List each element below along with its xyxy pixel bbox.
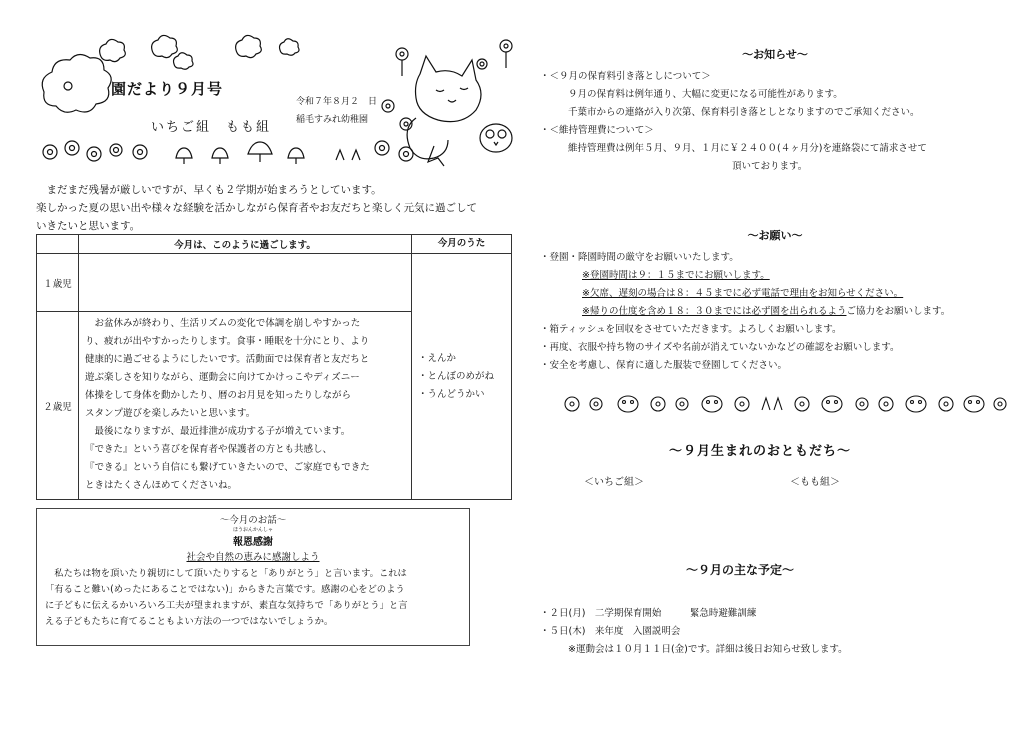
intro-text <box>36 181 514 235</box>
plan-line: 遊ぶ楽しさを知りながら、運動会に向けてかけっこやディズニー <box>85 372 360 383</box>
birthday-class-ichigo: ＜いちご組＞ <box>584 477 644 488</box>
header-song: 今月のうた <box>412 235 512 254</box>
age-label-1: １歳児 <box>37 254 79 312</box>
story-body <box>45 566 461 630</box>
story-word: 報恩感謝 <box>233 537 273 548</box>
request-section <box>540 227 1010 375</box>
monthly-plan-table <box>36 234 512 500</box>
plan-line: ときはたくさんほめてくださいね。 <box>85 480 238 491</box>
page-title: 園だより９月号 <box>111 80 224 98</box>
intro-line: いきたいと思います。 <box>36 220 141 232</box>
notice-line: 千葉市からの連絡が入り次第、保育料引き落としとなりますのでご承知ください。 <box>568 107 920 118</box>
plan-line: 『できた』という喜びを保育者や保護者の方とも共感し、 <box>85 444 333 455</box>
notice-line: ９月の保育料は例年通り、大幅に変更になる可能性があります。 <box>568 89 843 100</box>
story-ruby: ほうおんかんしゃ <box>232 527 273 533</box>
plan-line: 健康的に過ごせるようにしたいです。活動面では保育者と友だちと <box>85 354 370 365</box>
plan-line: り、疲れが出やすかったりします。食事・睡眠を十分にとり、より <box>85 336 370 347</box>
monthly-story-box <box>36 508 470 646</box>
notice-line: 頂いております。 <box>732 161 808 172</box>
song-list <box>412 254 512 500</box>
notice-line: 維持管理費は例年５月、９月、１月に￥２４００(４ヶ月分)を連絡袋にて請求させて <box>568 143 927 154</box>
request-line-tail: ご協力をお願いします。 <box>846 306 951 317</box>
schedule-heading: ～９月の主な予定～ <box>685 563 794 577</box>
story-line: 私たちは物を頂いたり親切にして頂いたりすると「ありがとう」と言います。これは <box>45 568 407 579</box>
plan-line: 最後になりますが、最近排泄が成功する子が増えています。 <box>85 426 351 437</box>
class-names: いちご組 もも組 <box>151 120 272 135</box>
table-row <box>37 254 512 312</box>
story-line: える子どもたちに育てることもよい方法の一つではないでしょうか。 <box>45 616 334 627</box>
header <box>36 34 516 174</box>
request-heading: ～お願い～ <box>747 229 803 242</box>
intro-line: 楽しかった夏の思い出や様々な経験を活かしながら保育者やお友だちと楽しく元気に過ごして <box>36 202 477 214</box>
plan-line: スタンプ遊びを楽しみたいと思います。 <box>85 408 256 419</box>
header-age-cell <box>37 235 79 254</box>
schedule-line: ・５日(木) 来年度 入園説明会 <box>540 626 681 637</box>
birthday-heading: ～９月生まれのおともだち～ <box>668 444 851 459</box>
story-line: 「有ること難い(めったにあることではない)」からきた言葉です。感謝の心をどのよう <box>45 584 405 595</box>
plan-line: 『できる』という自信にも繋げていきたいので、ご家庭でもできた <box>85 462 370 473</box>
cloud-illustration <box>36 34 516 174</box>
issue-date: 令和７年８月２ 日 <box>296 97 378 107</box>
plan-2sai <box>79 312 412 500</box>
header-plan: 今月は、このように過ごします。 <box>79 235 412 254</box>
intro-line: まだまだ残暑が厳しいですが、早くも２学期が始まろうとしています。 <box>36 184 382 196</box>
age-label-2: ２歳児 <box>37 312 79 500</box>
request-line-underlined: ※帰りの仕度を含め１８：３０までには必ず園を出られるよう <box>582 306 847 317</box>
song-item: ・とんぼのめがね <box>418 370 495 382</box>
flower-border-illustration <box>562 392 1010 416</box>
notice-heading: ～お知らせ～ <box>742 48 808 61</box>
notice-line: ・＜９月の保育料引き落としについて＞ <box>540 71 711 82</box>
birthday-class-momo: ＜もも組＞ <box>790 477 840 488</box>
plan-line: お盆休みが終わり、生活リズムの変化で体調を崩しやすかった <box>85 318 361 329</box>
song-item: ・えんか <box>418 352 457 364</box>
table-header-row <box>37 235 512 254</box>
story-subtitle: 社会や自然の恵みに感謝しよう <box>186 552 320 563</box>
schedule-line: ※運動会は１０月１１日(金)です。詳細は後日お知らせ致します。 <box>568 644 848 655</box>
story-line: に子どもに伝えるかいろいろ工夫が望まれますが、素直な気持ちで「ありがとう」と言 <box>45 600 408 611</box>
request-line: ・再度、衣服や持ち物のサイズや名前が消えていないかなどの確認をお願いします。 <box>540 342 900 353</box>
plan-line: 体操をして身体を動かしたり、暦のお月見を知ったりしながら <box>85 390 352 401</box>
request-line <box>540 303 1010 321</box>
request-line: ・安全を考慮し、保育に適した服装で登園してください。 <box>540 360 788 371</box>
schedule-line: ・２日(月) 二学期保育開始 緊急時避難訓練 <box>540 608 757 619</box>
notice-section <box>540 46 1010 176</box>
plan-1sai <box>79 254 412 312</box>
request-line: ※欠席、遅刻の場合は８：４５までに必ず電話で理由をお知らせください。 <box>582 288 904 299</box>
story-heading: ～今月のお話～ <box>219 515 287 526</box>
notice-line: ・＜維持管理費について＞ <box>540 125 654 136</box>
school-name: 稲毛すみれ幼稚園 <box>296 115 369 125</box>
request-line: ・箱ティッシュを回収をさせていただきます。よろしくお願いします。 <box>540 324 842 335</box>
request-line: ・登園・降園時間の厳守をお願いいたします。 <box>540 252 739 263</box>
schedule-section <box>540 605 1010 659</box>
song-item: ・うんどうかい <box>418 388 485 400</box>
request-line: ※登園時間は９：１５までにお願いします。 <box>582 270 770 281</box>
